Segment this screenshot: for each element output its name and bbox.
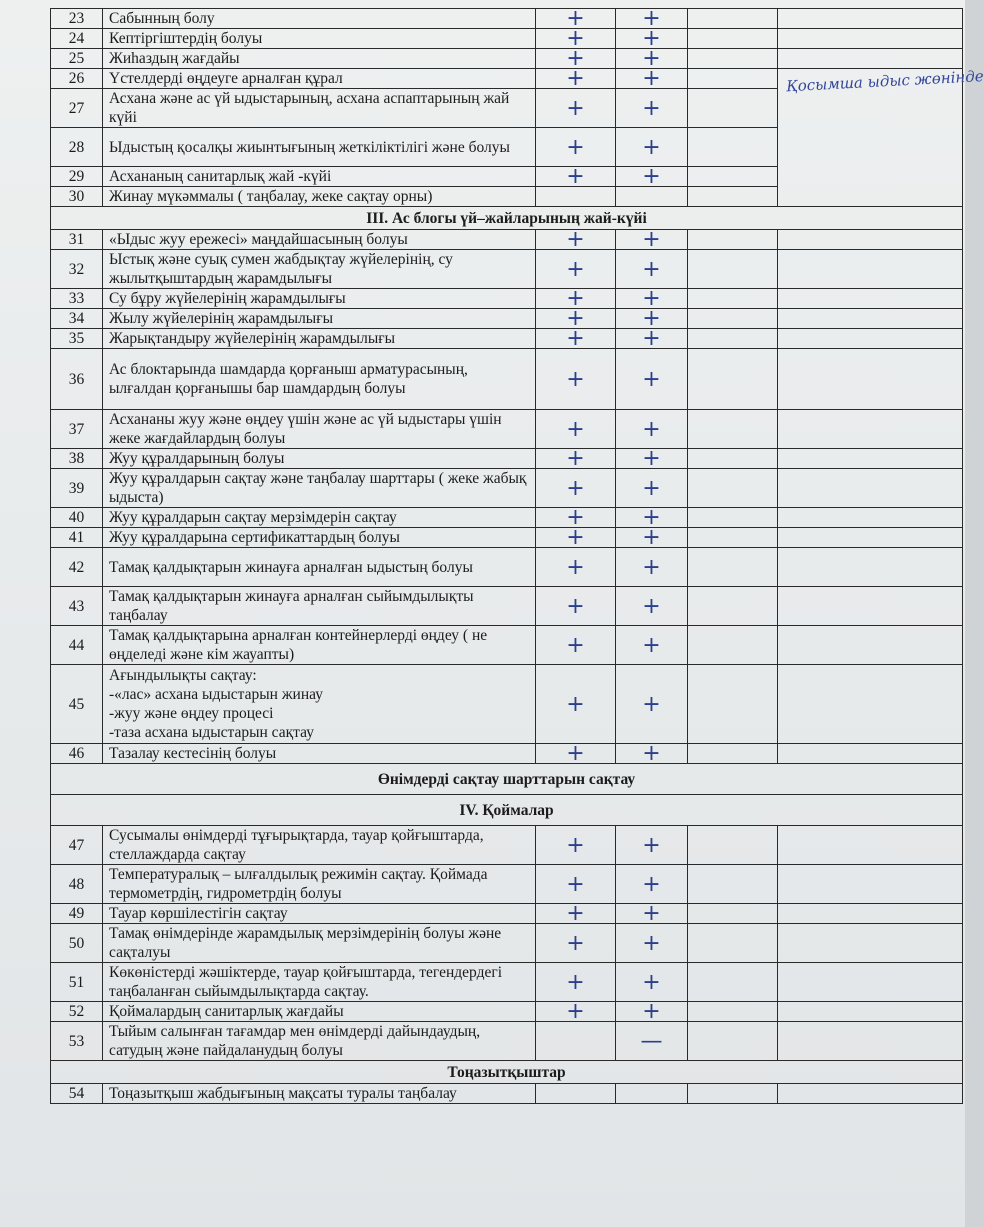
- empty-cell: [778, 826, 963, 865]
- empty-cell: [778, 508, 963, 528]
- row-number: 29: [51, 167, 103, 187]
- row-number: 26: [51, 69, 103, 89]
- row-number: 32: [51, 250, 103, 289]
- check-mark: +: [616, 826, 688, 865]
- check-mark: +: [616, 449, 688, 469]
- table-row: [51, 528, 963, 548]
- empty-cell: [778, 528, 963, 548]
- empty-cell: [778, 250, 963, 289]
- empty-cell: [688, 963, 778, 1002]
- check-mark: +: [536, 250, 616, 289]
- row-criterion: Жуу құралдарын сақтау мерзімдерін сақтау: [103, 508, 536, 528]
- row-number: 36: [51, 349, 103, 410]
- row-criterion: Асхана және ас үй ыдыстарының, асхана аспаптарының жай күйі: [103, 89, 536, 128]
- empty-cell: [688, 29, 778, 49]
- section-row: [51, 764, 963, 795]
- section-heading-storage-conditions: Өнімдерді сақтау шарттарын сақтау: [51, 764, 963, 795]
- empty-cell: [778, 924, 963, 963]
- empty-cell: [778, 1002, 963, 1022]
- empty-cell: [688, 187, 778, 207]
- row-number: 34: [51, 309, 103, 329]
- check-mark: +: [616, 508, 688, 528]
- table-row: [51, 665, 963, 744]
- empty-cell: [778, 49, 963, 69]
- row-number: 50: [51, 924, 103, 963]
- table-row: [51, 904, 963, 924]
- row-number: 40: [51, 508, 103, 528]
- empty-cell: [688, 924, 778, 963]
- row-criterion: Жуу құралдарын сақтау және таңбалау шарттары ( жеке жабық ыдыста): [103, 469, 536, 508]
- row-number: 53: [51, 1022, 103, 1061]
- row-number: 38: [51, 449, 103, 469]
- row-number: 44: [51, 626, 103, 665]
- empty-cell: [688, 904, 778, 924]
- check-mark: +: [616, 626, 688, 665]
- row-criterion: Тауар көршілестігін сақтау: [103, 904, 536, 924]
- table-row: [51, 9, 963, 29]
- row-criterion: Су бұру жүйелерінің жарамдылығы: [103, 289, 536, 309]
- row-criterion: Қоймалардың санитарлық жағдайы: [103, 1002, 536, 1022]
- empty-cell: [688, 349, 778, 410]
- row-criterion: Үстелдерді өңдеуге арналған құрал: [103, 69, 536, 89]
- empty-cell: [688, 626, 778, 665]
- row-number: 23: [51, 9, 103, 29]
- check-mark: +: [616, 528, 688, 548]
- row-criterion: Тоңазытқыш жабдығының мақсаты туралы таңбалау: [103, 1084, 536, 1104]
- check-mark: +: [536, 89, 616, 128]
- row-number: 33: [51, 289, 103, 309]
- row-criterion: Жиһаздың жағдайы: [103, 49, 536, 69]
- section-heading-warehouses: IV. Қоймалар: [51, 795, 963, 826]
- check-mark: +: [536, 69, 616, 89]
- check-mark: +: [616, 410, 688, 449]
- table-row: [51, 410, 963, 449]
- check-mark: +: [536, 230, 616, 250]
- empty-cell: [778, 1084, 963, 1104]
- row-criterion: Көкөністерді жәшіктерде, тауар қойғыштарда, тегендердегі таңбаланған сыйымдылықтарда сақтау.: [103, 963, 536, 1002]
- section-row: [51, 1061, 963, 1084]
- criterion-line: -«лас» асхана ыдыстарын жинау: [109, 686, 323, 703]
- empty-cell: [688, 230, 778, 250]
- row-number: 54: [51, 1084, 103, 1104]
- row-criterion: Жуу құралдарына сертификаттардың болуы: [103, 528, 536, 548]
- row-number: 45: [51, 665, 103, 744]
- empty-cell: [688, 250, 778, 289]
- empty-cell: [688, 167, 778, 187]
- check-mark: +: [616, 865, 688, 904]
- check-mark: [536, 187, 616, 207]
- section-row: [51, 207, 963, 230]
- row-criterion: Ыдыстың қосалқы жиынтығының жеткіліктілігі және болуы: [103, 128, 536, 167]
- row-number: 46: [51, 744, 103, 764]
- empty-cell: [778, 626, 963, 665]
- empty-cell: [778, 410, 963, 449]
- empty-cell: [688, 329, 778, 349]
- check-mark: +: [536, 548, 616, 587]
- table-row: [51, 69, 963, 89]
- row-criterion: «Ыдыс жуу ережесі» маңдайшасының болуы: [103, 230, 536, 250]
- row-criterion: Асхананы жуу және өңдеу үшін және ас үй ыдыстары үшін жеке жағдайлардың болуы: [103, 410, 536, 449]
- check-mark: +: [536, 904, 616, 924]
- row-number: 49: [51, 904, 103, 924]
- dash-mark: —: [616, 1022, 688, 1061]
- empty-cell: [688, 449, 778, 469]
- check-mark: +: [536, 587, 616, 626]
- table-row: [51, 865, 963, 904]
- empty-cell: [778, 865, 963, 904]
- check-mark: +: [616, 963, 688, 1002]
- empty-cell: [778, 548, 963, 587]
- row-criterion: Кептіргіштердің болуы: [103, 29, 536, 49]
- empty-cell: [778, 665, 963, 744]
- table-row: [51, 626, 963, 665]
- check-mark: +: [536, 1002, 616, 1022]
- check-mark: +: [616, 29, 688, 49]
- table-row: [51, 49, 963, 69]
- table-row: [51, 309, 963, 329]
- table-row: [51, 826, 963, 865]
- empty-cell: [688, 744, 778, 764]
- empty-cell: [688, 826, 778, 865]
- check-mark: +: [536, 528, 616, 548]
- row-number: 35: [51, 329, 103, 349]
- check-mark: +: [616, 548, 688, 587]
- empty-cell: [688, 309, 778, 329]
- row-criterion: Тамақ қалдықтарын жинауға арналған ыдыстың болуы: [103, 548, 536, 587]
- row-number: 27: [51, 89, 103, 128]
- row-criterion: Асхананың санитарлық жай -күйі: [103, 167, 536, 187]
- empty-cell: [778, 1022, 963, 1061]
- handwritten-note-cell: [778, 67, 984, 207]
- criterion-line: -жуу және өңдеу процесі: [109, 705, 274, 722]
- check-mark: +: [536, 826, 616, 865]
- check-mark: +: [616, 289, 688, 309]
- empty-cell: [688, 865, 778, 904]
- row-number: 25: [51, 49, 103, 69]
- row-number: 30: [51, 187, 103, 207]
- empty-cell: [688, 1022, 778, 1061]
- check-mark: +: [616, 69, 688, 89]
- empty-cell: [778, 289, 963, 309]
- empty-cell: [688, 89, 778, 128]
- empty-cell: [688, 410, 778, 449]
- check-mark: +: [536, 449, 616, 469]
- empty-cell: [688, 587, 778, 626]
- empty-cell: [778, 963, 963, 1002]
- table-row: [51, 1002, 963, 1022]
- row-criterion: Жылу жүйелерінің жарамдылығы: [103, 309, 536, 329]
- table-row: [51, 250, 963, 289]
- row-number: 39: [51, 469, 103, 508]
- empty-cell: [778, 309, 963, 329]
- check-mark: +: [536, 29, 616, 49]
- table-row: [51, 469, 963, 508]
- check-mark: [616, 187, 688, 207]
- check-mark: +: [536, 744, 616, 764]
- check-mark: +: [536, 9, 616, 29]
- row-criterion: Ас блоктарында шамдарда қорғаныш арматурасының, ылғалдан қорғанышы бар шамдардың болуы: [103, 349, 536, 410]
- check-mark: +: [616, 469, 688, 508]
- check-mark: +: [536, 329, 616, 349]
- row-number: 28: [51, 128, 103, 167]
- check-mark: +: [616, 309, 688, 329]
- table-row: [51, 924, 963, 963]
- row-criterion: Сусымалы өнімдерді тұғырықтарда, тауар қойғыштарда, стеллаждарда сақтау: [103, 826, 536, 865]
- table-row: [51, 963, 963, 1002]
- empty-cell: [778, 469, 963, 508]
- empty-cell: [688, 508, 778, 528]
- check-mark: +: [536, 167, 616, 187]
- check-mark: +: [616, 89, 688, 128]
- check-mark: +: [536, 924, 616, 963]
- table-row: [51, 548, 963, 587]
- check-mark: +: [536, 865, 616, 904]
- row-criterion: Жуу құралдарының болуы: [103, 449, 536, 469]
- section-heading-kitchen: ІІІ. Ас блогы үй–жайларының жай-күйі: [51, 207, 963, 230]
- check-mark: +: [536, 128, 616, 167]
- check-mark: +: [616, 904, 688, 924]
- row-criterion: Ыстық және суық сумен жабдықтау жүйелерінің, су жылытқыштардың жарамдылығы: [103, 250, 536, 289]
- row-number: 52: [51, 1002, 103, 1022]
- table-row: [51, 29, 963, 49]
- check-mark: +: [616, 665, 688, 744]
- check-mark: +: [616, 250, 688, 289]
- empty-cell: [778, 230, 963, 250]
- check-mark: +: [536, 349, 616, 410]
- row-criterion: Тазалау кестесінің болуы: [103, 744, 536, 764]
- empty-cell: [688, 665, 778, 744]
- empty-cell: [688, 69, 778, 89]
- check-mark: +: [616, 329, 688, 349]
- empty-cell: [778, 744, 963, 764]
- check-mark: +: [536, 410, 616, 449]
- row-number: 47: [51, 826, 103, 865]
- row-criterion: Жарықтандыру жүйелерінің жарамдылығы: [103, 329, 536, 349]
- table-row: [51, 349, 963, 410]
- check-mark: +: [536, 49, 616, 69]
- row-criterion: Тамақ қалдықтарына арналған контейнерлерді өңдеу ( не өңделеді және кім жауапты): [103, 626, 536, 665]
- empty-cell: [778, 349, 963, 410]
- row-number: 31: [51, 230, 103, 250]
- check-mark: +: [616, 1002, 688, 1022]
- check-mark: [536, 1022, 616, 1061]
- row-number: 48: [51, 865, 103, 904]
- section-heading-refrigerators: Тоңазытқыштар: [51, 1061, 963, 1084]
- empty-cell: [778, 29, 963, 49]
- check-mark: +: [536, 309, 616, 329]
- row-criterion: Сабынның болу: [103, 9, 536, 29]
- check-mark: +: [616, 128, 688, 167]
- table-row: [51, 289, 963, 309]
- empty-cell: [688, 9, 778, 29]
- empty-cell: [688, 548, 778, 587]
- empty-cell: [778, 9, 963, 29]
- table-row: [51, 1022, 963, 1061]
- empty-cell: [688, 528, 778, 548]
- check-mark: +: [536, 665, 616, 744]
- check-mark: +: [536, 469, 616, 508]
- row-number: 37: [51, 410, 103, 449]
- row-number: 51: [51, 963, 103, 1002]
- empty-cell: [688, 1084, 778, 1104]
- empty-cell: [688, 1002, 778, 1022]
- check-mark: +: [616, 349, 688, 410]
- inspection-checklist-table: [50, 6, 984, 1104]
- row-criterion: Тамақ өнімдерінде жарамдылық мерзімдерінің болуы және сақталуы: [103, 924, 536, 963]
- check-mark: +: [616, 9, 688, 29]
- row-criterion: Температуралық – ылғалдылық режимін сақтау. Қоймада термометрдің, гидрометрдің болуы: [103, 865, 536, 904]
- row-criterion: [103, 665, 536, 744]
- table-row: [51, 329, 963, 349]
- table-row: [51, 1084, 963, 1104]
- check-mark: +: [616, 167, 688, 187]
- empty-cell: [688, 128, 778, 167]
- row-criterion: Жинау мүкәммалы ( таңбалау, жеке сақтау орны): [103, 187, 536, 207]
- check-mark: +: [616, 924, 688, 963]
- row-number: 24: [51, 29, 103, 49]
- empty-cell: [778, 449, 963, 469]
- row-number: 41: [51, 528, 103, 548]
- row-number: 42: [51, 548, 103, 587]
- check-mark: [536, 1084, 616, 1104]
- table-row: [51, 587, 963, 626]
- check-mark: +: [536, 508, 616, 528]
- empty-cell: [688, 49, 778, 69]
- table-row: [51, 230, 963, 250]
- check-mark: [616, 1084, 688, 1104]
- check-mark: +: [536, 289, 616, 309]
- check-mark: +: [616, 744, 688, 764]
- empty-cell: [778, 904, 963, 924]
- criterion-line: -таза асхана ыдыстарын сақтау: [109, 724, 314, 741]
- empty-cell: [778, 329, 963, 349]
- row-criterion: Тыйым салынған тағамдар мен өнімдерді дайындаудың, сатудың және пайдаланудың болуы: [103, 1022, 536, 1061]
- check-mark: +: [536, 963, 616, 1002]
- check-mark: +: [616, 230, 688, 250]
- section-row: [51, 795, 963, 826]
- empty-cell: [688, 469, 778, 508]
- handwritten-note: Қосымша ыдыс жөнінде: [785, 67, 984, 96]
- table-row: [51, 744, 963, 764]
- check-mark: +: [536, 626, 616, 665]
- table-row: [51, 508, 963, 528]
- empty-cell: [778, 587, 963, 626]
- row-number: 43: [51, 587, 103, 626]
- check-mark: +: [616, 49, 688, 69]
- row-criterion: Тамақ қалдықтарын жинауға арналған сыйымдылықты таңбалау: [103, 587, 536, 626]
- table-row: [51, 449, 963, 469]
- criterion-line: Ағындылықты сақтау:: [109, 667, 257, 684]
- empty-cell: [688, 289, 778, 309]
- check-mark: +: [616, 587, 688, 626]
